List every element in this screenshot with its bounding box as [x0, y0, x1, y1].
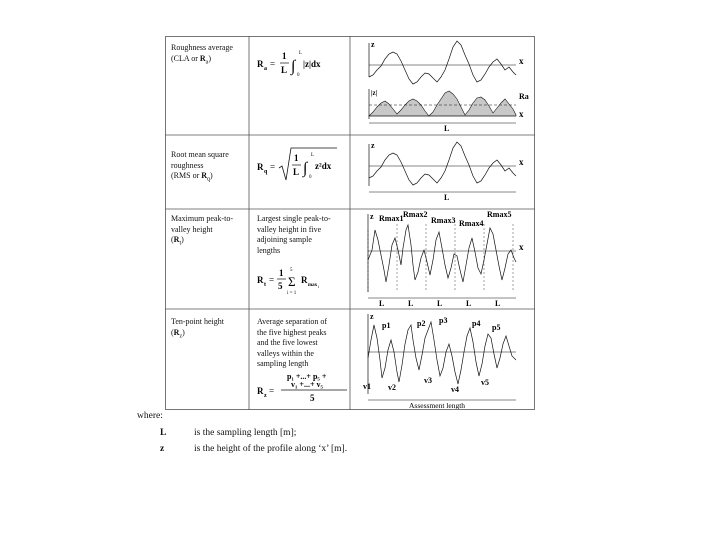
svg-text:z: z — [371, 141, 375, 150]
rz-profile-figure — [351, 310, 534, 409]
svg-text:x: x — [519, 109, 524, 119]
rt-formula — [257, 264, 347, 300]
rmax-label-4: Rmax4 — [459, 219, 484, 228]
rmax-label-1: Rmax1 — [379, 214, 404, 223]
definition-L: L is the sampling length [m]; — [160, 428, 297, 438]
svg-text:|z|dx: |z|dx — [303, 59, 321, 69]
svg-text:x: x — [519, 242, 524, 252]
peak-label-5: p5 — [492, 323, 501, 332]
rz-name: Ten-point height $(R_z)$ — [171, 317, 224, 340]
svg-text:p₁ +...+ p₅ +: p₁ +...+ p₅ + — [287, 372, 327, 381]
definition-z: z is the height of the profile along ‘x’ [m]. — [160, 444, 348, 454]
svg-text:z: z — [370, 312, 374, 321]
rq-formula — [257, 146, 347, 188]
svg-text:1: 1 — [279, 268, 284, 278]
svg-text:L: L — [444, 193, 450, 202]
svg-text:v₁ +...+ v₅: v₁ +...+ v₅ — [291, 380, 323, 389]
rq-profile-figure — [351, 136, 534, 208]
svg-text:L: L — [437, 299, 443, 308]
svg-text:a: a — [264, 66, 267, 72]
svg-text:R: R — [257, 386, 264, 396]
svg-text:1: 1 — [294, 153, 299, 163]
valley-label-4: v4 — [451, 385, 459, 394]
svg-text:i: i — [318, 284, 320, 289]
svg-text:t: t — [264, 282, 266, 288]
valley-label-3: v3 — [424, 376, 432, 385]
rt-description: Largest single peak-to- valley height in five adjoining sample lengths — [257, 214, 331, 255]
svg-text:0: 0 — [309, 175, 312, 180]
svg-text:L: L — [293, 167, 300, 177]
rt-profile-figure — [351, 210, 534, 308]
peak-label-4: p4 — [472, 319, 481, 328]
valley-label-5: v5 — [481, 378, 489, 387]
svg-text:R: R — [257, 275, 264, 285]
svg-text:R: R — [257, 59, 264, 69]
svg-text:L: L — [466, 299, 472, 308]
svg-text:=: = — [269, 275, 275, 285]
rz-description: Average separation of the five highest peaks and the five lowest valleys within the sampling length — [257, 317, 328, 368]
svg-text:L: L — [311, 153, 315, 158]
peak-label-1: p1 — [382, 321, 391, 330]
footnote-where: where: — [137, 411, 163, 421]
rmax-label-5: Rmax5 — [487, 210, 512, 219]
ra-formula — [257, 46, 347, 82]
valley-label-2: v2 — [388, 383, 396, 392]
svg-text:L: L — [281, 65, 288, 75]
svg-text:∫: ∫ — [303, 160, 308, 177]
svg-text:L: L — [444, 124, 450, 133]
svg-text:|z|: |z| — [371, 89, 378, 97]
assessment-length-label: Assessment length — [409, 401, 466, 409]
svg-text:R: R — [301, 275, 308, 285]
svg-text:=: = — [270, 59, 276, 69]
rmax-label-3: Rmax3 — [431, 216, 456, 225]
svg-text:z: z — [370, 212, 374, 221]
svg-text:max: max — [308, 283, 318, 288]
svg-text:1: 1 — [282, 51, 287, 61]
svg-text:i = 1: i = 1 — [287, 291, 297, 296]
svg-text:5: 5 — [310, 393, 315, 403]
svg-text:x: x — [519, 157, 524, 167]
peak-label-3: p3 — [439, 316, 448, 325]
valley-label-1: v1 — [363, 382, 371, 391]
svg-text:R: R — [257, 162, 264, 172]
peak-label-2: p2 — [417, 319, 426, 328]
svg-text:Ra: Ra — [519, 92, 529, 101]
roughness-table — [165, 36, 535, 410]
svg-text:L: L — [379, 299, 385, 308]
svg-text:∫: ∫ — [291, 58, 296, 75]
rmax-label-2: Rmax2 — [403, 210, 428, 219]
svg-text:0: 0 — [297, 73, 300, 78]
svg-text:Σ: Σ — [288, 274, 296, 289]
svg-text:L: L — [495, 299, 501, 308]
svg-text:L: L — [299, 51, 303, 56]
ra-name: Roughness average (CLA or $R_a$) — [171, 43, 233, 66]
svg-text:q: q — [264, 169, 268, 175]
svg-text:L: L — [408, 299, 414, 308]
rt-name: Maximum peak-to- valley height $(R_t)$ — [171, 214, 233, 247]
svg-text:=: = — [269, 386, 275, 396]
svg-text:5: 5 — [290, 268, 293, 273]
svg-text:=: = — [270, 162, 276, 172]
svg-text:z: z — [371, 40, 375, 49]
rz-formula — [257, 370, 349, 410]
rq-name: Root mean square roughness (RMS or $R_q$) — [171, 150, 229, 183]
ra-profile-figure — [351, 37, 534, 134]
svg-text:z²dx: z²dx — [315, 161, 332, 171]
svg-text:5: 5 — [278, 281, 283, 291]
svg-text:x: x — [519, 56, 524, 66]
svg-text:z: z — [264, 393, 267, 399]
